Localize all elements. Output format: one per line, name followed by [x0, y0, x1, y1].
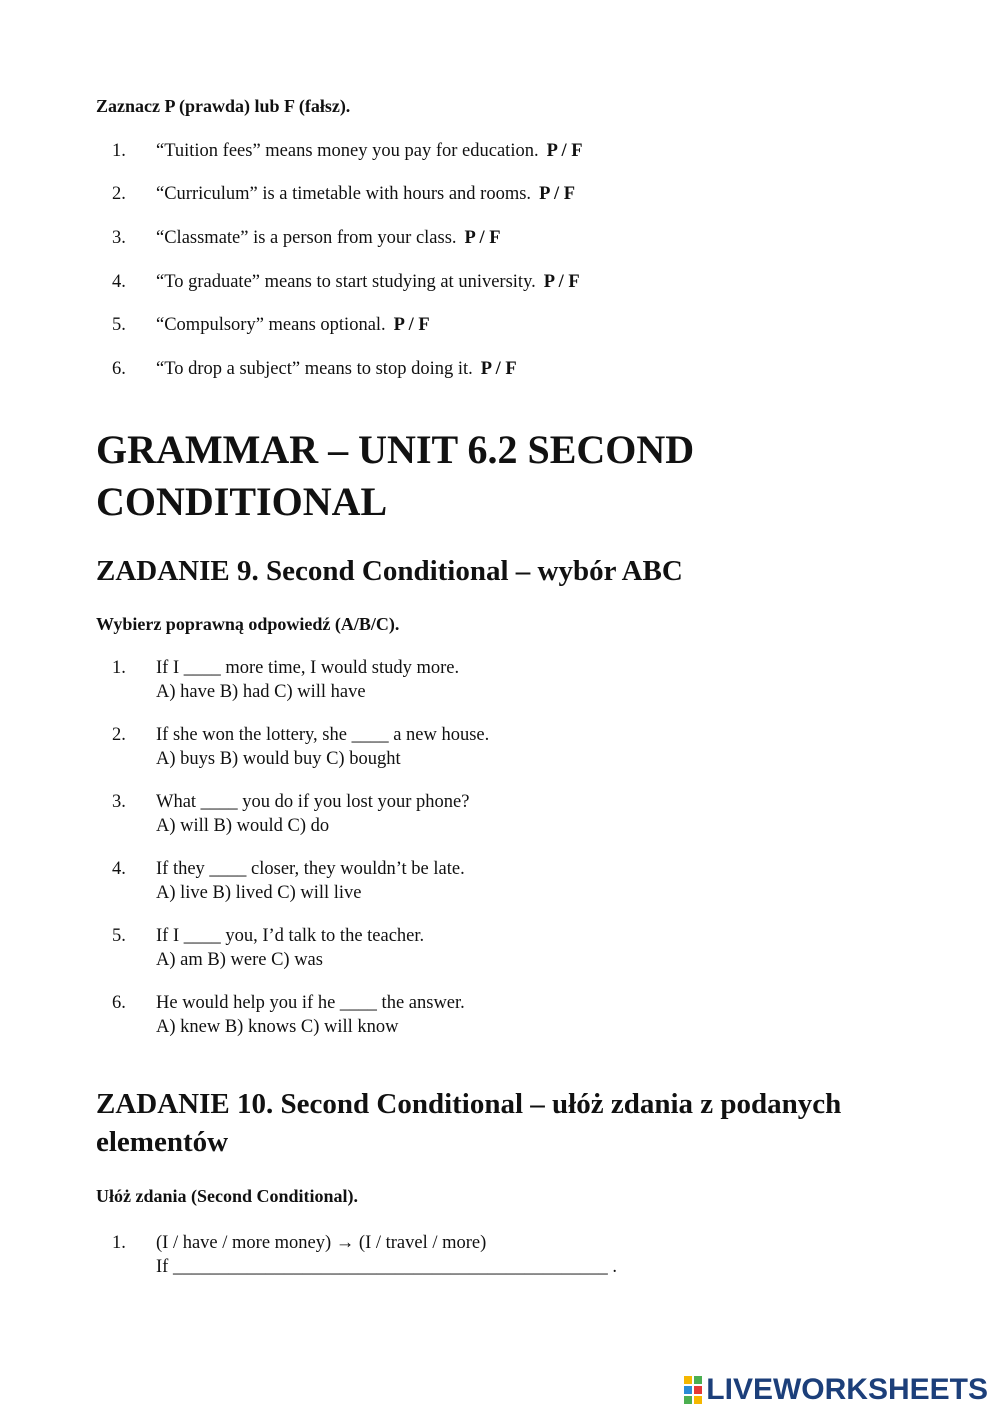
tf-choice[interactable]: P / F — [539, 184, 576, 204]
answer-options[interactable]: A) will B) would C) do — [156, 816, 330, 836]
item-number: 4. — [112, 272, 126, 292]
grammar-title: GRAMMAR – UNIT 6.2 SECOND CONDITIONAL — [96, 427, 695, 524]
task9-heading: ZADANIE 9. Second Conditional – wybór ABC — [96, 555, 683, 587]
answer-options[interactable]: A) am B) were C) was — [156, 950, 323, 970]
task10-instruction: Ułóż zdania (Second Conditional). — [96, 1186, 359, 1206]
tf-instruction: Zaznacz P (prawda) lub F (fałsz). — [96, 96, 351, 116]
liveworksheets-logo — [684, 1374, 988, 1406]
tf-choice[interactable]: P / F — [393, 315, 430, 335]
tf-statement: “Classmate” is a person from your class. — [156, 228, 457, 248]
answer-options[interactable]: A) buys B) would buy C) bought — [156, 749, 401, 769]
item-number: 6. — [112, 993, 126, 1013]
question-text: What ____ you do if you lost your phone? — [156, 792, 470, 812]
tf-choice[interactable]: P / F — [543, 272, 580, 292]
answer-options[interactable]: A) live B) lived C) will live — [156, 883, 362, 903]
answer-options[interactable]: A) knew B) knows C) will know — [156, 1017, 399, 1037]
question-text: If I ____ more time, I would study more. — [156, 658, 460, 678]
tf-statement: “Tuition fees” means money you pay for education. — [156, 141, 539, 161]
item-number: 3. — [112, 228, 126, 248]
item-number: 1. — [112, 141, 126, 161]
item-number: 2. — [112, 725, 126, 745]
item-number: 4. — [112, 859, 126, 879]
tf-statement: “To drop a subject” means to stop doing it. — [156, 359, 473, 379]
tf-choice[interactable]: P / F — [464, 228, 501, 248]
question-text: If they ____ closer, they wouldn’t be late. — [156, 859, 465, 879]
prompt-text: (I / have / more money) → (I / travel / more) — [156, 1233, 487, 1253]
tf-choice[interactable]: P / F — [546, 141, 583, 161]
tf-statement: “Compulsory” means optional. — [156, 315, 386, 335]
item-number: 1. — [112, 1233, 126, 1253]
logo-text: LIVEWORKSHEETS — [706, 1373, 988, 1406]
item-number: 2. — [112, 184, 126, 204]
tf-statement: “Curriculum” is a timetable with hours and rooms. — [156, 184, 532, 204]
question-text: If she won the lottery, she ____ a new house. — [156, 725, 490, 745]
task9-instruction: Wybierz poprawną odpowiedź (A/B/C). — [96, 614, 400, 634]
answer-options[interactable]: A) have B) had C) will have — [156, 682, 366, 702]
tf-choice[interactable]: P / F — [480, 359, 517, 379]
question-text: If I ____ you, I’d talk to the teacher. — [156, 926, 425, 946]
answer-line[interactable]: If _______________________________________________ . — [156, 1257, 617, 1277]
item-number: 5. — [112, 926, 126, 946]
item-number: 1. — [112, 658, 126, 678]
logo-squares-icon — [684, 1376, 702, 1404]
item-number: 3. — [112, 792, 126, 812]
question-text: He would help you if he ____ the answer. — [156, 993, 465, 1013]
task10-heading: ZADANIE 10. Second Conditional – ułóż zdania z podanych elementów — [96, 1088, 842, 1158]
item-number: 6. — [112, 359, 126, 379]
item-number: 5. — [112, 315, 126, 335]
tf-statement: “To graduate” means to start studying at university. — [156, 272, 536, 292]
